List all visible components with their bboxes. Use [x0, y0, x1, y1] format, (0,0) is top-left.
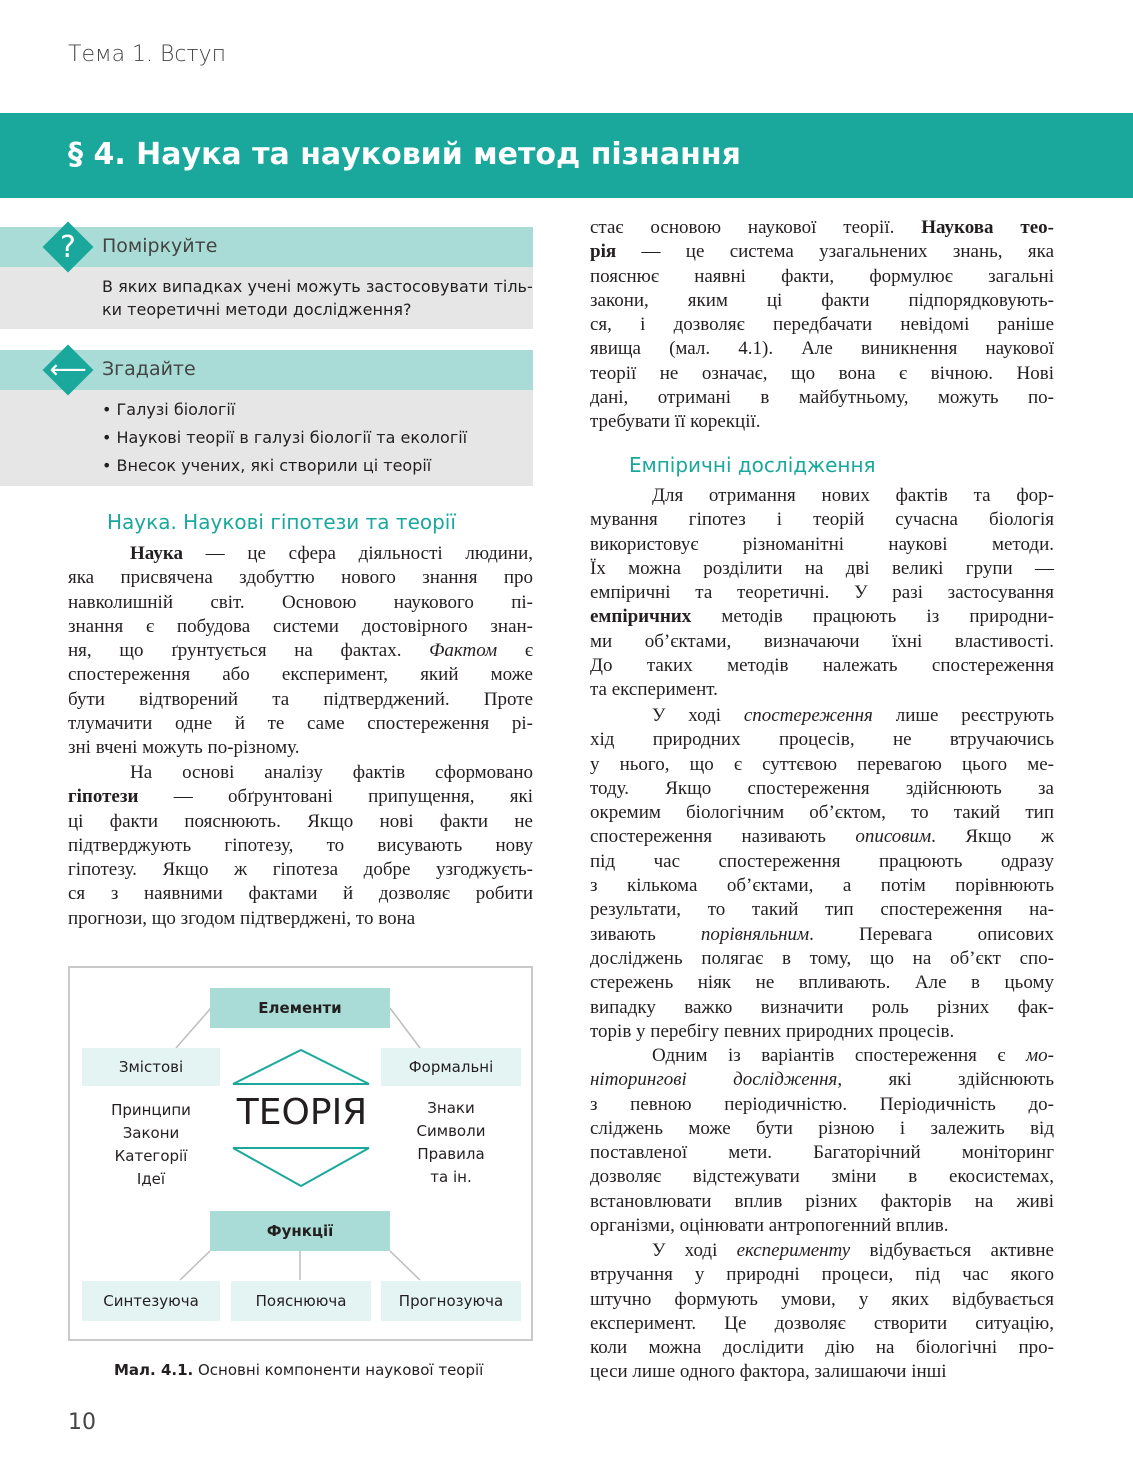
text-line: У ході спостереження лише реєструють [652, 705, 1054, 726]
text-line: емпіричні та теоретичні. У разі застосування [590, 582, 1054, 604]
text-line: ніторингові дослідження, які здійснюють [590, 1069, 1054, 1091]
text-line: На основі аналізу фактів сформовано [130, 762, 533, 783]
elements-box: Елементи [210, 988, 390, 1028]
question-icon: ? [46, 225, 90, 269]
caption-text: Основні компоненти наукової теорії [193, 1361, 484, 1379]
text-line: з певною періодичністю. Періодичність до- [590, 1093, 1054, 1115]
text-line: випадку важко визначити роль різних фак- [590, 996, 1054, 1018]
theory-figure [68, 966, 533, 1341]
right-paragraph-3 [590, 1044, 1054, 1238]
text-line: тлумачити одне й те саме спостереження рі- [68, 713, 533, 735]
list-item: Символи [416, 1122, 486, 1140]
text-line: підтверджують гіпотезу, то висувають нову [68, 834, 533, 856]
text-line: мування гіпотез і теорій сучасна біологія [590, 509, 1054, 531]
text-line: емпіричних методів працюють із природни- [590, 606, 1054, 628]
formal-elements-list [381, 1097, 521, 1189]
text-line: організми, оцінювати антропогенний вплив. [590, 1215, 949, 1237]
text-line: гіпотезу. Якщо ж гіпотеза добре узгоджуєть- [68, 859, 533, 881]
text-line: закони, яким ці факти підпорядковують- [590, 289, 1054, 311]
top-triangle [233, 1050, 369, 1084]
text-line: поставленої мети. Багаторічний моніторинг [590, 1142, 1054, 1164]
left-paragraph-1 [68, 542, 533, 761]
think-box-body [0, 267, 533, 329]
right-paragraph-1 [590, 484, 1054, 703]
text-line: цеси лише одного фактора, залишаючи інші [590, 1361, 947, 1383]
text-line: Їх можна розділити на дві великі групи — [590, 557, 1054, 579]
text-line: У ході експерименту відбувається активне [652, 1240, 1054, 1261]
right-paragraph-4 [590, 1239, 1054, 1385]
text-line: досліджень полягає в тому, що на об’єкт спо- [590, 947, 1054, 969]
text-line: бути відтворений та підтверджений. Проте [68, 688, 533, 710]
text-line: та експеримент. [590, 679, 718, 701]
text-line: дозволяє відстежувати зміни в екосистемах, [590, 1166, 1054, 1188]
text-line: навколишній світ. Основою наукового пі- [68, 591, 533, 613]
bottom-triangle [233, 1148, 369, 1186]
running-header: Тема 1. Вступ [68, 42, 227, 67]
list-item: Правила [417, 1145, 485, 1163]
text-line: ці факти пояснюють. Якщо нові факти не [68, 810, 533, 832]
text-line: ми об’єктами, визначаючи їхні властивості. [590, 630, 1054, 652]
text-line: втручання у природні процеси, під час якого [590, 1264, 1054, 1286]
recall-item: • Наукові теорії в галузі біології та екології [102, 428, 468, 447]
text-line: яка присвячена здобуттю нового знання про [68, 567, 533, 589]
left-subheading: Наука. Наукові гіпотези та теорії [107, 510, 456, 534]
text-line: стережень ніяк не впливають. Але в цьому [590, 972, 1054, 994]
functions-box: Функції [210, 1211, 390, 1251]
text-line: торів у перебігу певних природних процесів. [590, 1020, 955, 1042]
list-item: Категорії [114, 1147, 188, 1165]
text-line: требувати її корекції. [590, 411, 761, 433]
recall-item: • Внесок учених, які створили ці теорії [102, 456, 432, 475]
text-line: рія — це система узагальнених знань, яка [590, 241, 1054, 263]
text-line: стає основою наукової теорії. Наукова тео- [590, 217, 1054, 238]
think-box [0, 227, 533, 329]
text-line: ся з наявними фактами й дозволяє робити [68, 883, 533, 905]
left-paragraph-2 [68, 761, 533, 931]
text-line: під час спостереження працюють одразу [590, 850, 1054, 872]
recall-box [0, 350, 533, 486]
text-line: спостереження називають описовим. Якщо ж [590, 826, 1054, 848]
text-line: спостереження або експеримент, який може [68, 664, 533, 686]
list-item: Закони [122, 1124, 180, 1142]
content-elements-box: Змістові [82, 1048, 220, 1086]
text-line: пояснює наявні факти, формулює загальні [590, 265, 1054, 287]
function-box: Прогнозуюча [381, 1281, 521, 1321]
text-line: прогнози, що згодом підтверджені, то вона [68, 907, 416, 929]
list-item: Знаки [427, 1099, 475, 1117]
text-line: ся, і дозволяє передбачати невідомі раніше [590, 314, 1054, 336]
text-line: До таких методів належать спостереження [590, 655, 1054, 677]
function-box: Синтезуюча [82, 1281, 220, 1321]
text-line: коли можна дослідити дію на біологічні про- [590, 1337, 1054, 1359]
text-line: явища (мал. 4.1). Але виникнення наукової [590, 338, 1054, 360]
text-line: гіпотези — обґрунтовані припущення, які [68, 786, 533, 808]
think-box-header [0, 227, 533, 267]
theory-label: ТЕОРІЯ [236, 1092, 368, 1133]
text-line: результати, то такий тип спостереження на- [590, 899, 1054, 921]
text-line: зні вчені можуть по-різному. [68, 737, 300, 759]
list-item: Ідеї [136, 1170, 166, 1188]
recall-item: • Галузі біології [102, 400, 236, 419]
recall-box-body [0, 390, 533, 486]
text-line: Для отримання нових фактів та фор- [652, 485, 1054, 506]
text-line: Наука — це сфера діяльності людини, [130, 543, 533, 564]
text-line: хід природних процесів, не втручаючись [590, 729, 1054, 751]
text-line: з кількома об’єктами, а потім порівнюють [590, 875, 1054, 897]
formal-elements-box: Формальні [381, 1048, 521, 1086]
figure-caption [114, 1361, 483, 1379]
text-line: дані, отримані в майбутньому, можуть по- [590, 387, 1054, 409]
content-elements-list [82, 1099, 220, 1191]
text-line: окремим біологічним об’єктом, то такий тип [590, 802, 1054, 824]
text-line: штучно формують умови, у яких відбувається [590, 1288, 1054, 1310]
function-box: Пояснююча [231, 1281, 371, 1321]
text-line: тоду. Якщо спостереження здійснюють за [590, 777, 1054, 799]
think-box-label: Поміркуйте [102, 235, 218, 257]
text-line: знання є побудова системи достовірного знан- [68, 615, 533, 637]
text-line: використовує різноманітні наукові методи. [590, 533, 1054, 555]
recall-box-header [0, 350, 533, 390]
text-line: у нього, що є суттєвою перевагою цього ме- [590, 753, 1054, 775]
list-item: Принципи [111, 1101, 191, 1119]
text-line: ня, що ґрунтується на фактах. Фактом є [68, 640, 533, 662]
right-paragraph-0 [590, 216, 1054, 435]
text-line: Одним із варіантів спостереження є мо- [652, 1045, 1054, 1066]
list-item: та ін. [430, 1168, 472, 1186]
section-banner [0, 113, 1133, 198]
recall-box-label: Згадайте [102, 358, 196, 380]
text-line: сліджень може бути різною і залежить від [590, 1117, 1054, 1139]
section-title: § 4. Наука та науковий метод пізнання [68, 137, 741, 172]
arrow-left-icon: ⟵ [46, 348, 90, 392]
caption-number: Мал. 4.1. [114, 1361, 194, 1379]
text-line: зивають порівняльним. Перевага описових [590, 923, 1054, 945]
text-line: теорії не означає, що вона є вічною. Нові [590, 362, 1054, 384]
right-paragraph-2 [590, 704, 1054, 1044]
think-box-line: ки теоретичні методи дослідження? [102, 300, 412, 319]
text-line: експеримент. Це дозволяє створити ситуацію, [590, 1312, 1054, 1334]
think-box-line: В яких випадках учені можуть застосовувати тіль- [102, 277, 533, 296]
page-number: 10 [68, 1410, 96, 1435]
right-subheading: Емпіричні дослідження [629, 453, 876, 477]
text-line: встановлювати вплив різних факторів на живі [590, 1190, 1054, 1212]
